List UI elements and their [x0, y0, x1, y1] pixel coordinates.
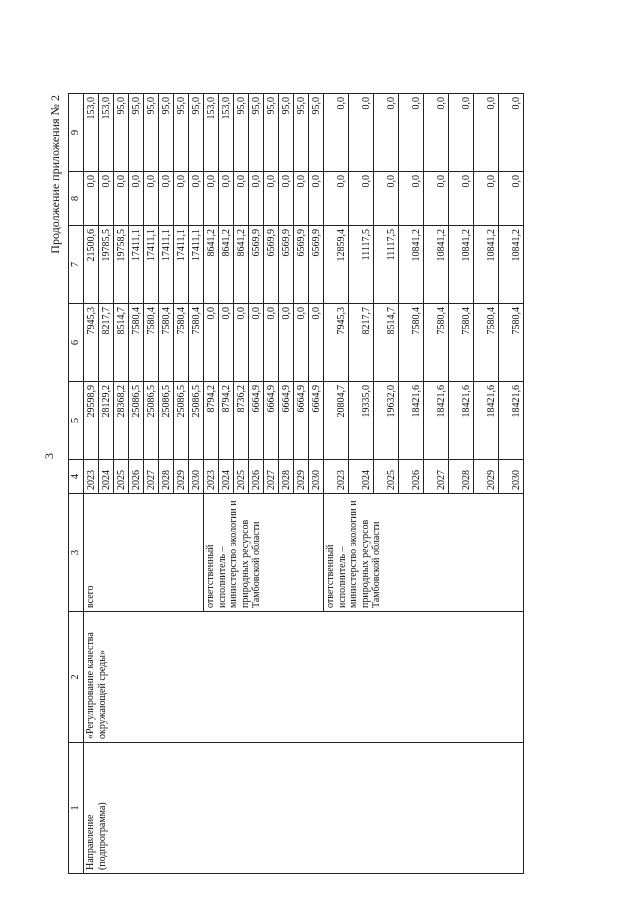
year-cell: 2024: [219, 460, 234, 494]
value-cell: 7580,4: [499, 304, 524, 382]
value-cell: 95,0: [264, 94, 279, 172]
year-cell: 2027: [144, 460, 159, 494]
year-cell: 2029: [174, 460, 189, 494]
value-cell: 6569,9: [279, 226, 294, 304]
value-cell: 0,0: [234, 304, 249, 382]
year-cell: 2028: [279, 460, 294, 494]
value-cell: 153,0: [84, 94, 99, 172]
year-cell: 2029: [294, 460, 309, 494]
header-cell: 9: [69, 94, 84, 172]
value-cell: 20804,7: [324, 382, 349, 460]
value-cell: 19785,5: [99, 226, 114, 304]
value-cell: 0,0: [279, 304, 294, 382]
value-cell: 95,0: [114, 94, 129, 172]
value-cell: 0,0: [499, 172, 524, 226]
value-cell: 28368,2: [114, 382, 129, 460]
value-cell: 0,0: [474, 94, 499, 172]
value-cell: 8794,2: [219, 382, 234, 460]
value-cell: 95,0: [294, 94, 309, 172]
value-cell: 8641,2: [204, 226, 219, 304]
value-cell: 0,0: [474, 172, 499, 226]
value-cell: 8641,2: [234, 226, 249, 304]
value-cell: 8514,7: [114, 304, 129, 382]
value-cell: 0,0: [449, 94, 474, 172]
value-cell: 7580,4: [159, 304, 174, 382]
value-cell: 0,0: [204, 304, 219, 382]
value-cell: 28129,2: [99, 382, 114, 460]
value-cell: 0,0: [349, 94, 374, 172]
year-cell: 2026: [249, 460, 264, 494]
value-cell: 95,0: [159, 94, 174, 172]
group-label-cell: ответственный исполнитель – министерство экологии и природных ресурсов Тамбовской области: [204, 494, 324, 612]
value-cell: 6569,9: [264, 226, 279, 304]
value-cell: 12859,4: [324, 226, 349, 304]
header-cell: 8: [69, 172, 84, 226]
value-cell: 0,0: [129, 172, 144, 226]
header-cell: 4: [69, 460, 84, 494]
value-cell: 8217,7: [349, 304, 374, 382]
value-cell: 25086,5: [144, 382, 159, 460]
value-cell: 0,0: [159, 172, 174, 226]
year-cell: 2026: [129, 460, 144, 494]
value-cell: 25086,5: [129, 382, 144, 460]
value-cell: 0,0: [399, 94, 424, 172]
year-cell: 2025: [374, 460, 399, 494]
year-cell: 2030: [309, 460, 324, 494]
value-cell: 7580,4: [449, 304, 474, 382]
value-cell: 95,0: [279, 94, 294, 172]
table-body: [84, 94, 524, 874]
value-cell: 0,0: [219, 304, 234, 382]
value-cell: 95,0: [174, 94, 189, 172]
value-cell: 95,0: [144, 94, 159, 172]
year-cell: 2023: [204, 460, 219, 494]
year-cell: 2024: [349, 460, 374, 494]
value-cell: 11117,5: [349, 226, 374, 304]
year-cell: 2025: [114, 460, 129, 494]
value-cell: 0,0: [374, 94, 399, 172]
year-cell: 2023: [324, 460, 349, 494]
value-cell: 95,0: [129, 94, 144, 172]
value-cell: 7580,4: [399, 304, 424, 382]
value-cell: 0,0: [219, 172, 234, 226]
value-cell: 0,0: [309, 172, 324, 226]
value-cell: 6664,9: [309, 382, 324, 460]
value-cell: 0,0: [449, 172, 474, 226]
value-cell: 18421,6: [474, 382, 499, 460]
year-cell: 2026: [399, 460, 424, 494]
value-cell: 7580,4: [474, 304, 499, 382]
value-cell: 0,0: [204, 172, 219, 226]
value-cell: 17411,1: [159, 226, 174, 304]
value-cell: 0,0: [399, 172, 424, 226]
value-cell: 18421,6: [399, 382, 424, 460]
value-cell: 0,0: [374, 172, 399, 226]
table-row: [84, 94, 99, 874]
value-cell: 7580,4: [424, 304, 449, 382]
value-cell: 21500,6: [84, 226, 99, 304]
value-cell: 0,0: [264, 172, 279, 226]
value-cell: 8794,2: [204, 382, 219, 460]
value-cell: 7580,4: [174, 304, 189, 382]
value-cell: 6664,9: [279, 382, 294, 460]
value-cell: 0,0: [234, 172, 249, 226]
header-cell: 2: [69, 612, 84, 743]
header-cell: 5: [69, 382, 84, 460]
value-cell: 0,0: [279, 172, 294, 226]
value-cell: 0,0: [249, 172, 264, 226]
value-cell: 19632,0: [374, 382, 399, 460]
header-cell: 3: [69, 494, 84, 612]
subprogram-cell: «Регулирование качества окружающей среды»: [84, 612, 524, 743]
value-cell: 6664,9: [249, 382, 264, 460]
value-cell: 25086,5: [189, 382, 204, 460]
budget-table: [68, 93, 524, 874]
value-cell: 29598,9: [84, 382, 99, 460]
value-cell: 7580,4: [129, 304, 144, 382]
value-cell: 0,0: [309, 304, 324, 382]
value-cell: 0,0: [424, 94, 449, 172]
value-cell: 10841,2: [424, 226, 449, 304]
header-cell: 1: [69, 743, 84, 874]
value-cell: 18421,6: [449, 382, 474, 460]
value-cell: 25086,5: [174, 382, 189, 460]
value-cell: 10841,2: [474, 226, 499, 304]
value-cell: 0,0: [99, 172, 114, 226]
value-cell: 7945,3: [324, 304, 349, 382]
year-cell: 2027: [264, 460, 279, 494]
value-cell: 0,0: [249, 304, 264, 382]
value-cell: 153,0: [99, 94, 114, 172]
group-label-cell: всего: [84, 494, 204, 612]
value-cell: 0,0: [114, 172, 129, 226]
value-cell: 18421,6: [499, 382, 524, 460]
value-cell: 17411,1: [174, 226, 189, 304]
value-cell: 0,0: [424, 172, 449, 226]
value-cell: 19758,5: [114, 226, 129, 304]
value-cell: 7945,3: [84, 304, 99, 382]
page-title: Продолжение приложения № 2: [48, 95, 62, 254]
value-cell: 0,0: [349, 172, 374, 226]
value-cell: 0,0: [294, 304, 309, 382]
year-cell: 2030: [189, 460, 204, 494]
year-cell: 2023: [84, 460, 99, 494]
value-cell: 7580,4: [144, 304, 159, 382]
value-cell: 0,0: [264, 304, 279, 382]
year-cell: 2029: [474, 460, 499, 494]
value-cell: 153,0: [204, 94, 219, 172]
value-cell: 6569,9: [294, 226, 309, 304]
value-cell: 8514,7: [374, 304, 399, 382]
value-cell: 0,0: [324, 94, 349, 172]
header-cell: 6: [69, 304, 84, 382]
direction-cell: Направление (подпрограмма): [84, 743, 524, 874]
value-cell: 0,0: [294, 172, 309, 226]
value-cell: 17411,1: [144, 226, 159, 304]
value-cell: 95,0: [234, 94, 249, 172]
value-cell: 6664,9: [264, 382, 279, 460]
year-cell: 2027: [424, 460, 449, 494]
value-cell: 0,0: [84, 172, 99, 226]
year-cell: 2025: [234, 460, 249, 494]
page-number: 3: [42, 453, 56, 459]
value-cell: 7580,4: [189, 304, 204, 382]
value-cell: 6569,9: [309, 226, 324, 304]
value-cell: 8736,2: [234, 382, 249, 460]
value-cell: 17411,1: [189, 226, 204, 304]
value-cell: 18421,6: [424, 382, 449, 460]
value-cell: 0,0: [324, 172, 349, 226]
value-cell: 25086,5: [159, 382, 174, 460]
value-cell: 6569,9: [249, 226, 264, 304]
value-cell: 17411,1: [129, 226, 144, 304]
value-cell: 0,0: [499, 94, 524, 172]
value-cell: 95,0: [189, 94, 204, 172]
value-cell: 8641,2: [219, 226, 234, 304]
value-cell: 153,0: [219, 94, 234, 172]
value-cell: 10841,2: [449, 226, 474, 304]
value-cell: 95,0: [249, 94, 264, 172]
year-cell: 2028: [449, 460, 474, 494]
value-cell: 6664,9: [294, 382, 309, 460]
group-label-cell: ответственный исполнитель – министерство экологии и природных ресурсов Тамбовской области: [324, 494, 524, 612]
value-cell: 95,0: [309, 94, 324, 172]
year-cell: 2028: [159, 460, 174, 494]
value-cell: 19335,0: [349, 382, 374, 460]
year-cell: 2030: [499, 460, 524, 494]
value-cell: 11117,5: [374, 226, 399, 304]
value-cell: 0,0: [174, 172, 189, 226]
value-cell: 8217,7: [99, 304, 114, 382]
value-cell: 10841,2: [499, 226, 524, 304]
header-row: [69, 94, 84, 874]
value-cell: 10841,2: [399, 226, 424, 304]
value-cell: 0,0: [189, 172, 204, 226]
value-cell: 0,0: [144, 172, 159, 226]
year-cell: 2024: [99, 460, 114, 494]
header-cell: 7: [69, 226, 84, 304]
